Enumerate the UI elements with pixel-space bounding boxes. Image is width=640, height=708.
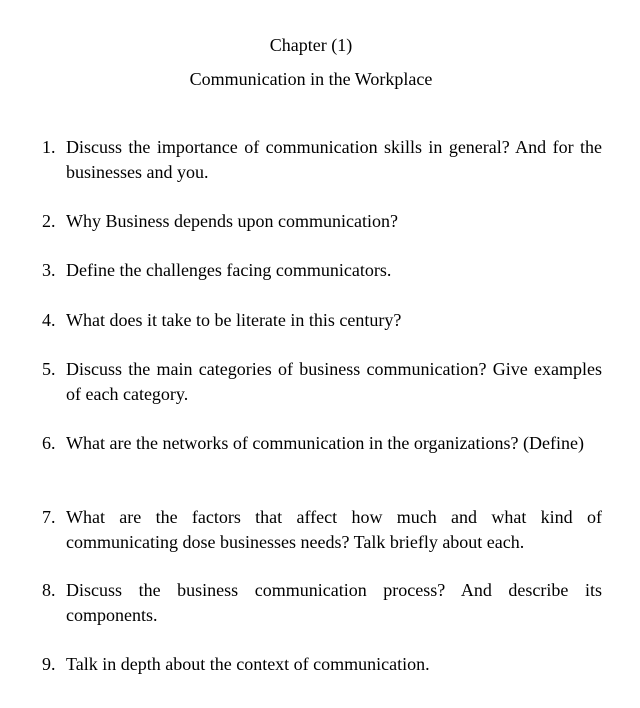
- question-item-3: [42, 258, 602, 283]
- question-item-1: [42, 135, 602, 185]
- question-number: 7.: [42, 507, 56, 527]
- question-text: Discuss the main categories of business communication? Give examples of each category.: [66, 359, 602, 404]
- question-item-7: [42, 505, 602, 555]
- question-number: 4.: [42, 310, 56, 330]
- question-number: 9.: [42, 654, 56, 674]
- question-text: What are the factors that affect how much and what kind of communicating dose businesses needs? Talk briefly about each.: [66, 507, 602, 552]
- question-text: Why Business depends upon communication?: [66, 211, 398, 231]
- question-number: 6.: [42, 433, 56, 453]
- question-item-4: [42, 308, 602, 333]
- question-number: 5.: [42, 359, 56, 379]
- question-text: Define the challenges facing communicators.: [66, 260, 392, 280]
- question-item-6: [42, 431, 602, 456]
- question-text: Talk in depth about the context of communication.: [66, 654, 430, 674]
- question-text: Discuss the importance of communication skills in general? And for the businesses and you.: [66, 137, 602, 182]
- question-number: 3.: [42, 260, 56, 280]
- question-number: 8.: [42, 580, 56, 600]
- chapter-title: Chapter (1): [269, 35, 353, 55]
- question-item-5: [42, 357, 602, 407]
- chapter-subtitle: Communication in the Workplace: [189, 69, 433, 89]
- question-number: 1.: [42, 137, 56, 157]
- question-item-8: [42, 578, 602, 628]
- question-text: What are the networks of communication in the organizations? (Define): [66, 433, 584, 453]
- question-text: What does it take to be literate in this century?: [66, 310, 402, 330]
- question-text: Discuss the business communication process? And describe its components.: [66, 580, 602, 625]
- question-number: 2.: [42, 211, 56, 231]
- question-item-9: [42, 652, 602, 677]
- question-item-2: [42, 209, 602, 234]
